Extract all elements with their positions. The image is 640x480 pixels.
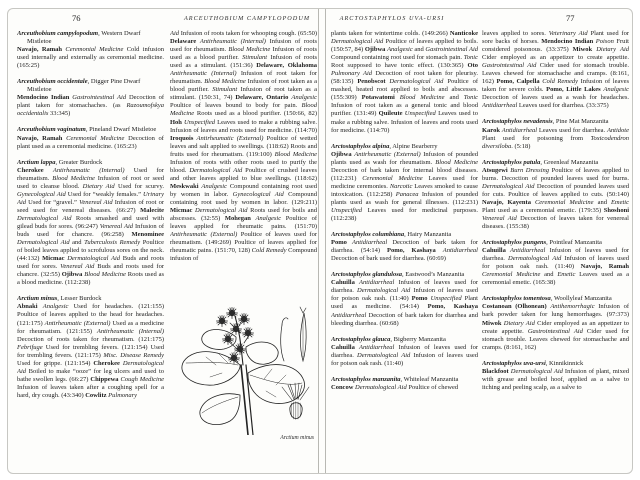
entry-paragraph: Blackfoot Dermatological Aid Infusion of plant, mixed with grease and boiled hoof, applied as a salve to itching and peeling scalp, as a salve to: [482, 367, 629, 391]
species-heading: Arctostaphylos nevadensis, Pine Mat Manzanita: [482, 118, 609, 126]
entry-paragraph: Mendocino Indian Gastrointestinal Aid Decoction of plant taken for stomachaches. (as Razoumofskya occidentalis 33:345): [17, 94, 164, 118]
entry-paragraph: Pomo Antidiarrheal Decoction of bark taken for diarrhea. (54:14) Pomo, Kashaya Antidiarrheal Decoction of bark used for diarrhea. (60:69): [331, 239, 478, 263]
species-heading: Arctostaphylos pungens, Pointleaf Manzanita: [482, 239, 602, 247]
illustration-caption: Arctium minus: [280, 435, 314, 441]
page-gutter-line-right: [325, 9, 326, 473]
entry-paragraph: Concow Dermatological Aid Poultice of chewed: [331, 383, 459, 391]
text-column-4: [482, 30, 629, 448]
species-heading: Arctium lappa, Greater Burdock: [17, 158, 103, 166]
species-heading: Arctostaphylos alpina, Alpine Bearberry: [331, 142, 438, 150]
text-column-2: [170, 30, 317, 306]
species-heading: Arctostaphylos uva-ursi, Kinnikinnick: [482, 359, 584, 367]
entry-paragraph: leaves applied to sores. Veterinary Aid Plant used for sore backs of horses. Mendocino Indian Poison Fruit considered poisonous. (33:375) Miwok Dietary Aid Cider employed as an appetizer to create appetite. Gastrointestinal Aid Cider used for stomach trouble. Leaves chewed for stomachache and cramps. (8:161, 162) Pomo, Calpella Cold Remedy Infusion of leaves taken for severe colds. Pomo, Little Lakes Analgesic Decoction of leaves used as a wash for headaches. Antidiarrheal Leaves used for diarrhea. (33:375): [482, 30, 629, 110]
species-heading: Arctostaphylos patula, Greenleaf Manzanita: [482, 158, 599, 166]
species-heading: Arctostaphylos columbiana, Hairy Manzanita: [331, 231, 452, 239]
entry-paragraph: plants taken for wintertime colds. (149:266) Nanticoke Dermatological Aid Poultice of leaves applied to boils. (150:57, 84) Ojibwa Analgesic and Gastrointestinal Aid Compound containing root used for stomach pain. Tonic Root supposed to have tonic effect. (130:365) Oto Pulmonary Aid Decoction of root taken for pleurisy. (58:135) Penobscot Dermatological Aid Poultice of mashed, heated root applied to boils and abscesses. (155:309) Potawatomi Blood Medicine and Tonic Infusion of root taken as a general tonic and blood purifier. (131:49) Quileute Unspecified Leaves used to make a rubbing salve. Infusion of leaves and roots used for medicine. (114:70): [331, 30, 478, 134]
species-heading: Arctostaphylos manzanita, Whiteleaf Manzanita: [331, 375, 459, 383]
entry-paragraph: Navajo, Ramah Ceremonial Medicine Cold infusion used internally and externally as ceremonial medicine. (165:25): [17, 46, 164, 70]
entry-paragraph: Cahuilla Antidiarrheal Infusion of leaves used for diarrhea. Dermatological Aid Infusion of leaves used for poison oak rash. (11:40): [331, 343, 478, 367]
page-number-left: 76: [72, 13, 81, 23]
text-column-1: [17, 30, 164, 448]
species-heading: Arctostaphylos glandulosa, Eastwood’s Manzanita: [331, 271, 465, 279]
species-heading: Arceuthobium campylopodum, Western Dwarf Mistletoe: [17, 30, 141, 46]
species-heading: Arctium minus, Lesser Burdock: [17, 295, 102, 303]
burdock-line-drawing: [170, 303, 320, 435]
entry-paragraph: Aid Infusion of roots taken for whooping cough. (65:50) Delaware Antirheumatic (Internal) Infusion of roots used for rheumatism. Blood Medicine Infusion of roots used as a blood purifier. Stimulant Infusion of roots used as a stimulant. (151:36) Delaware, Oklahoma Antirheumatic (Internal) Infusion of root taken for rheumatism. Blood Medicine Infusion of root taken as a blood purifier. Stimulant Infusion of root taken as a stimulant. (150:31, 74) Delaware, Ontario Analgesic Poultice of leaves bound to body for pain. Blood Medicine Roots used as a blood purifier. (150:66, 82) Hoh Unspecified Leaves used to make a rubbing salve. Infusion of leaves and roots used for medicine. (114:70) Iroquois Antirheumatic (External) Poultice of wetted leaves and salt applied to swellings. (118:62) Roots and fruits used for rheumatism. (119:100) Blood Medicine Infusion of roots with other roots used to purify the blood. Dermatological Aid Poultice of crushed leaves and other leaves applied to blue swellings. (118:62) Meskwaki Analgesic Compound containing root used by women in labor. Gynecological Aid Compound containing root used by women in labor. (129:211) Micmac Dermatological Aid Roots used for boils and abscesses. (32:55) Mohegan Analgesic Poultice of leaves applied for rheumatic pains. (151:70) Antirheumatic (External) Poultice of leaves used for rheumatism. (149:269) Poultice of leaves applied for rheumatic pains. (151:70, 128) Cold Remedy Compound infusion of: [170, 30, 317, 263]
entry-paragraph: Ojibwa Antirheumatic (External) Infusion of pounded plants used as wash for rheumatism. Blood Medicine Decoction of bark taken for internal blood diseases. (112:231) Ceremonial Medicine Leaves used for medicine ceremonies. Narcotic Leaves smoked to cause intoxication. (112:258) Panacea Infusion of pounded plants used as wash for general illnesses. (112:231) Unspecified Leaves used for medicinal purposes. (112:238): [331, 150, 478, 223]
species-heading: Arctostaphylos tomentosa, Woollyleaf Manzanita: [482, 295, 612, 303]
entry-paragraph: Abnaki Analgesic Used for headaches. (121:155) Poultice of leaves applied to the head for headaches. (121:175) Antirheumatic (External) Used as a medicine for rheumatism. (121:155) Antirheumatic (Internal) Decoction of roots taken for rheumatism. (121:175) Febrifuge Used for trembling fevers. (121:154) Used for trembling fevers. (121:175) Misc. Disease Remedy Used for grippe. (121:154) Cherokee Dermatological Aid Boiled to make “ooze” for leg ulcers and used to bathe swollen legs. (66:27) Chippewa Cough Medicine Infusion of leaves taken after a coughing spell for a hard, dry cough. (43:340) Cowlitz Pulmonary: [17, 303, 164, 399]
entry-paragraph: Cahuilla Antidiarrheal Infusion of leaves used for diarrhea. Dermatological Aid Infusion of leaves used for poison oak rash. (11:40) Pomo Unspecified Plant used as medicine. (54:14) Pomo, Kashaya Antidiarrheal Decoction of bark taken for diarrhea and bleeding diarrhea. (60:68): [331, 279, 478, 327]
arctium-minus-illustration: [170, 303, 320, 446]
species-heading: Arceuthobium occidentale, Digger Pine Dwarf Mistletoe: [17, 78, 141, 94]
page-number-right: 77: [566, 13, 575, 23]
entry-paragraph: Cherokee Antirheumatic (Internal) Used for rheumatism. Blood Medicine Infusion of root or seed used to cleanse blood. Dietary Aid Used for scurvy. Gynecological Aid Used for “weakly females.” Urinary Aid Used for “gravel.” Venereal Aid Infusion of root or seed used for venereal diseases. (66:27) Malecite Dermatological Aid Roots smashed and used with gilead buds for sores. (96:247) Venereal Aid Infusion of buds used for chancre. (96:258) Menominee Dermatological Aid and Tuberculosis Remedy Poultice of boiled leaves applied to scrofulous sores on the neck. (44:132) Micmac Dermatological Aid Buds and roots used for sores. Venereal Aid Buds and roots used for chancre. (32:55) Ojibwa Blood Medicine Roots used as a blood medicine. (112:238): [17, 166, 164, 287]
running-head-right: ARCTOSTAPHYLOS UVA-URSI: [339, 15, 445, 22]
entry-paragraph: Cahuilla Antidiarrheal Infusion of leaves used for diarrhea. Dermatological Aid Infusion of leaves used for poison oak rash. (11:40) Navajo, Ramah Ceremonial Medicine and Emetic Leaves used as a ceremonial emetic. (165:38): [482, 247, 629, 287]
text-column-3: [331, 30, 478, 448]
entry-paragraph: Navajo, Ramah Ceremonial Medicine Decoction of plant used as a ceremonial medicine. (165:23): [17, 134, 164, 150]
entry-paragraph: Atsugewi Burn Dressing Poultice of leaves applied to burns. Decoction of pounded leaves used for burns. Dermatological Aid Decoction of pounded leaves used for cuts. Poultice of leaves applied to cuts. (50:140) Navajo, Kayenta Ceremonial Medicine and Emetic Plant used as a ceremonial emetic. (179:35) Shoshoni Venereal Aid Decoction of leaves taken for venereal diseases. (155:38): [482, 166, 629, 231]
running-head-left: ARCEUTHOBIUM CAMPYLOPODUM: [183, 15, 311, 22]
entry-paragraph: Costanoan (Olhonean) Antihemorrhagic Infusion of bark powder taken for lung hemorrhages. (97:373) Miwok Dietary Aid Cider employed as an appetizer to create appetite. Gastrointestinal Aid Cider used for stomach trouble. Leaves chewed for stomachache and cramps. (8:161, 162): [482, 303, 629, 351]
species-heading: Arctostaphylos glauca, Bigberry Manzanita: [331, 335, 446, 343]
entry-paragraph: Karok Antidiarrheal Leaves used for diarrhea. Antidote Plant used for poisoning from Toxicodendron diversiloba. (5:18): [482, 126, 629, 150]
species-heading: Arceuthobium vaginatum, Pineland Dwarf Mistletoe: [17, 126, 157, 134]
